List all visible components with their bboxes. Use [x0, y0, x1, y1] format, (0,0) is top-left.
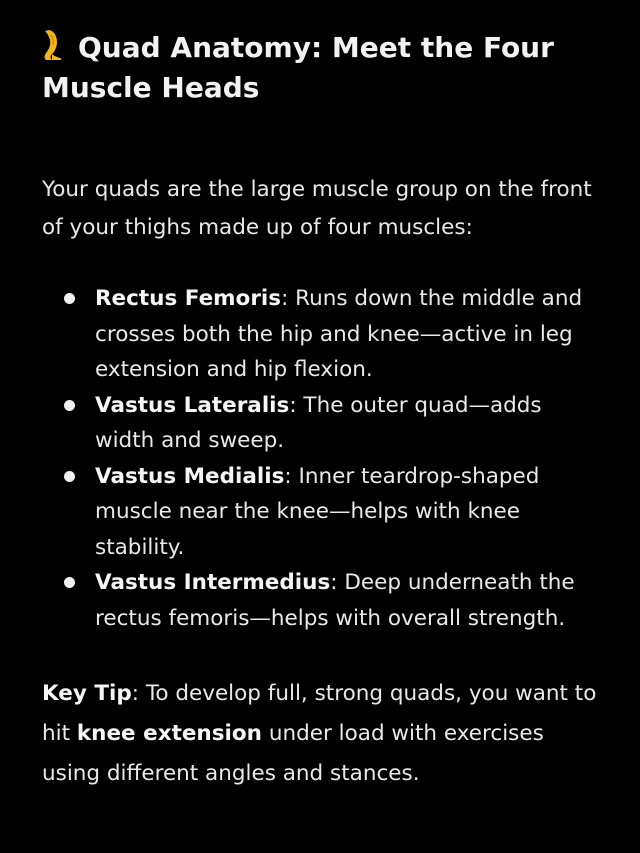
leg-icon — [42, 29, 70, 61]
muscle-description: : Deep underneath the rectus femoris—helps with overall strength. — [95, 570, 575, 631]
list-item — [42, 388, 600, 459]
bullet-icon — [64, 577, 75, 588]
muscle-name: Vastus Lateralis — [95, 392, 290, 418]
muscle-description: : Inner teardrop-shaped muscle near the knee—helps with knee stability. — [95, 463, 540, 560]
muscle-list — [42, 281, 600, 636]
muscle-name: Vastus Medialis — [95, 463, 285, 489]
list-item — [42, 565, 600, 636]
bullet-icon — [64, 400, 75, 411]
muscle-description: : The outer quad—adds width and sweep. — [95, 392, 542, 453]
key-tip-text-after: under load with exercises using different angles and stances. — [42, 721, 544, 786]
key-tip-paragraph — [42, 674, 600, 794]
page-title — [42, 28, 600, 108]
muscle-name: Vastus Intermedius — [95, 570, 331, 595]
key-tip-label: Key Tip — [42, 681, 132, 706]
page-title-text: Quad Anatomy: Meet the Four Muscle Heads — [42, 31, 554, 104]
bullet-icon — [64, 471, 75, 482]
muscle-name: Rectus Femoris — [95, 286, 282, 311]
bullet-icon — [64, 293, 75, 304]
key-tip-emphasis: knee extension — [76, 721, 262, 746]
muscle-description: : Runs down the middle and crosses both the hip and knee—active in leg extension and hip flexion. — [95, 286, 583, 382]
list-item — [42, 281, 600, 388]
list-item — [42, 459, 600, 566]
intro-paragraph: Your quads are the large muscle group on the front of your thighs made up of four muscles: — [42, 177, 592, 240]
key-tip-text-before: : To develop full, strong quads, you want to hit — [42, 681, 597, 746]
